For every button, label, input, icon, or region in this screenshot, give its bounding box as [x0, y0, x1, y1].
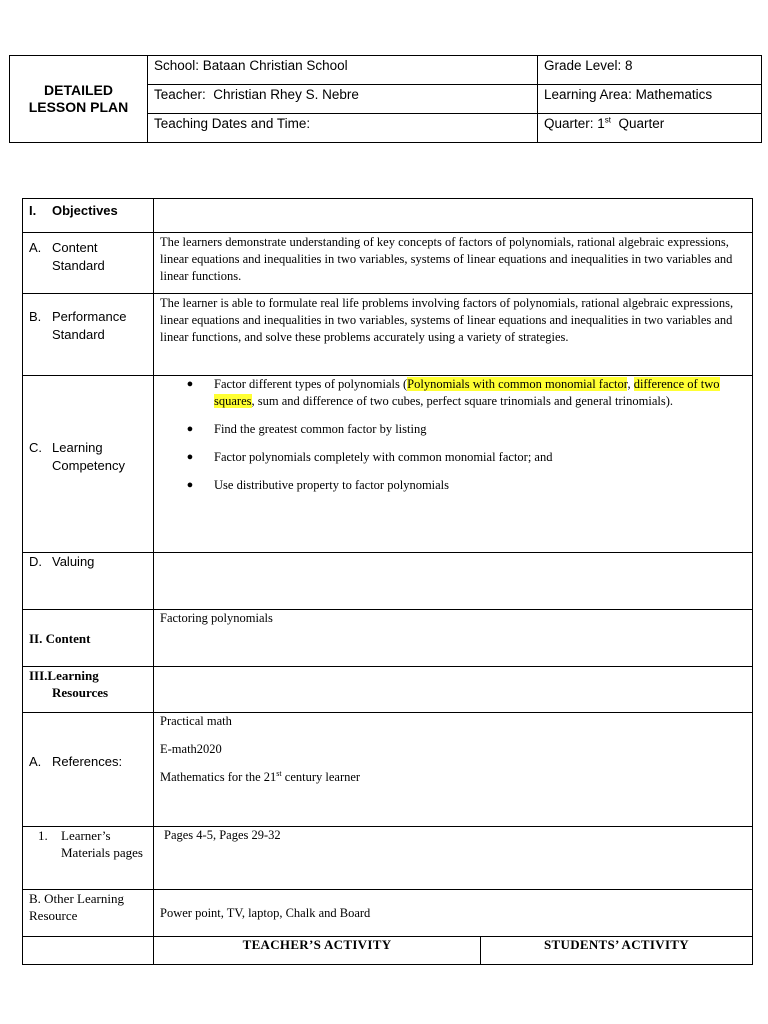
- bullet-icon: ●: [186, 378, 194, 390]
- learners-materials-marker: 1.: [38, 828, 48, 843]
- learning-area-cell: Learning Area: Mathematics: [538, 85, 762, 114]
- reference-3-post: century learner: [281, 770, 361, 784]
- content-standard-marker: A.: [29, 240, 42, 255]
- title-line-1: DETAILED: [44, 82, 113, 98]
- objectives-label: [23, 199, 154, 233]
- lesson-plan-table: [22, 198, 753, 965]
- content-standard-label-text: Content Standard: [52, 240, 105, 273]
- teaching-dates-cell: Teaching Dates and Time:: [148, 114, 538, 143]
- valuing-row: [23, 553, 753, 610]
- learning-competency-label-text: Learning Competency: [52, 440, 125, 473]
- learning-resources-line-2: Resources: [52, 685, 109, 700]
- content-row: [23, 610, 753, 667]
- references-label: [23, 713, 154, 827]
- performance-standard-marker: B.: [29, 309, 42, 324]
- quarter-cell: [538, 114, 762, 143]
- content-standard-row: [23, 233, 753, 294]
- competency-2: Find the greatest common factor by listing: [214, 422, 427, 436]
- other-resources-label: [23, 890, 154, 937]
- performance-standard-label: [23, 294, 154, 376]
- highlight-difference-of-squares: difference of two squares: [214, 377, 720, 408]
- reference-3-pre: Mathematics for the 21: [160, 770, 277, 784]
- list-item: [166, 477, 746, 494]
- performance-standard-label-text: Performance Standard: [52, 309, 127, 342]
- learning-competency-row: [23, 376, 753, 553]
- bullet-icon: ●: [186, 451, 194, 463]
- learners-materials-label: [23, 827, 154, 890]
- quarter-prefix: Quarter: 1: [544, 116, 605, 131]
- bullet-icon: ●: [186, 423, 194, 435]
- valuing-content: [154, 553, 753, 610]
- competency-4: Use distributive property to factor polynomials: [214, 478, 450, 492]
- valuing-label-text: Valuing: [52, 554, 95, 569]
- teacher-activity-header: TEACHER’S ACTIVITY: [154, 937, 481, 965]
- competency-list: [166, 376, 746, 494]
- learning-resources-content: [154, 667, 753, 713]
- list-item: [166, 421, 746, 438]
- references-label-text: References:: [52, 753, 123, 769]
- activities-header-row: [23, 937, 753, 965]
- references-row: [23, 713, 753, 827]
- valuing-label: [23, 553, 154, 610]
- objectives-row: [23, 199, 753, 233]
- learners-materials-row: [23, 827, 753, 890]
- other-resources-label-text: B. Other Learning Resource: [29, 891, 124, 923]
- competency-1-mid: ,: [627, 377, 634, 391]
- other-resources-row: [23, 890, 753, 937]
- objectives-text: Objectives: [52, 203, 118, 218]
- reference-1: Practical math: [160, 714, 232, 728]
- content-label-text: II. Content: [29, 630, 91, 646]
- learning-competency-label: [23, 376, 154, 553]
- learners-materials-label-text: Learner’s Materials pages: [61, 828, 143, 860]
- learning-competency-marker: C.: [29, 440, 42, 455]
- activities-blank-cell: [23, 937, 154, 965]
- header-table: [9, 55, 762, 143]
- references-content: [154, 713, 753, 827]
- reference-2: E-math2020: [160, 742, 222, 756]
- highlight-common-monomial: Polynomials with common monomial factor: [407, 377, 628, 391]
- teacher-cell: Teacher: Christian Rhey S. Nebre: [148, 85, 538, 114]
- competency-1-pre: Factor different types of polynomials (: [214, 377, 408, 391]
- competency-3: Factor polynomials completely with common monomial factor; and: [214, 450, 553, 464]
- other-resources-text: Power point, TV, laptop, Chalk and Board: [154, 890, 753, 937]
- list-item: [166, 376, 746, 410]
- title-line-2: LESSON PLAN: [28, 99, 129, 115]
- valuing-marker: D.: [29, 554, 42, 569]
- reference-3-sup: st: [276, 768, 282, 778]
- content-standard-label: [23, 233, 154, 294]
- content-standard-text: The learners demonstrate understanding of key concepts of factors of polynomials, rational algebraic expressions, linear equations and inequalities in two variables, systems of linear equations and inequalities in two variables and linear functions.: [154, 233, 753, 294]
- objectives-content: [154, 199, 753, 233]
- content-text: Factoring polynomials: [154, 610, 753, 667]
- quarter-sup: st: [604, 115, 612, 125]
- reference-3: [160, 769, 746, 786]
- grade-level-cell: Grade Level: 8: [538, 56, 762, 85]
- document-title: [10, 56, 148, 143]
- quarter-suffix: Quarter: [611, 116, 665, 131]
- students-activity-header: STUDENTS’ ACTIVITY: [481, 937, 753, 965]
- bullet-icon: ●: [186, 479, 194, 491]
- learning-resources-line-1: III.Learning: [29, 668, 99, 683]
- learning-resources-row: [23, 667, 753, 713]
- learning-competency-content: [154, 376, 753, 553]
- learners-materials-text: Pages 4-5, Pages 29-32: [154, 827, 753, 890]
- performance-standard-text: The learner is able to formulate real life problems involving factors of polynomials, rational algebraic expressions, linear equations and inequalities in two variables, systems of linear equations and inequalities in two variables and linear functions, and solve these problems accurately using a variety of strategies.: [154, 294, 753, 376]
- school-cell: School: Bataan Christian School: [148, 56, 538, 85]
- references-marker: A.: [29, 753, 42, 769]
- performance-standard-row: [23, 294, 753, 376]
- learning-resources-label: [23, 667, 154, 713]
- competency-1-post: , sum and difference of two cubes, perfect square trinomials and general trinomials).: [251, 394, 673, 408]
- list-item: [166, 449, 746, 466]
- content-label: [23, 610, 154, 667]
- objectives-marker: I.: [29, 203, 37, 218]
